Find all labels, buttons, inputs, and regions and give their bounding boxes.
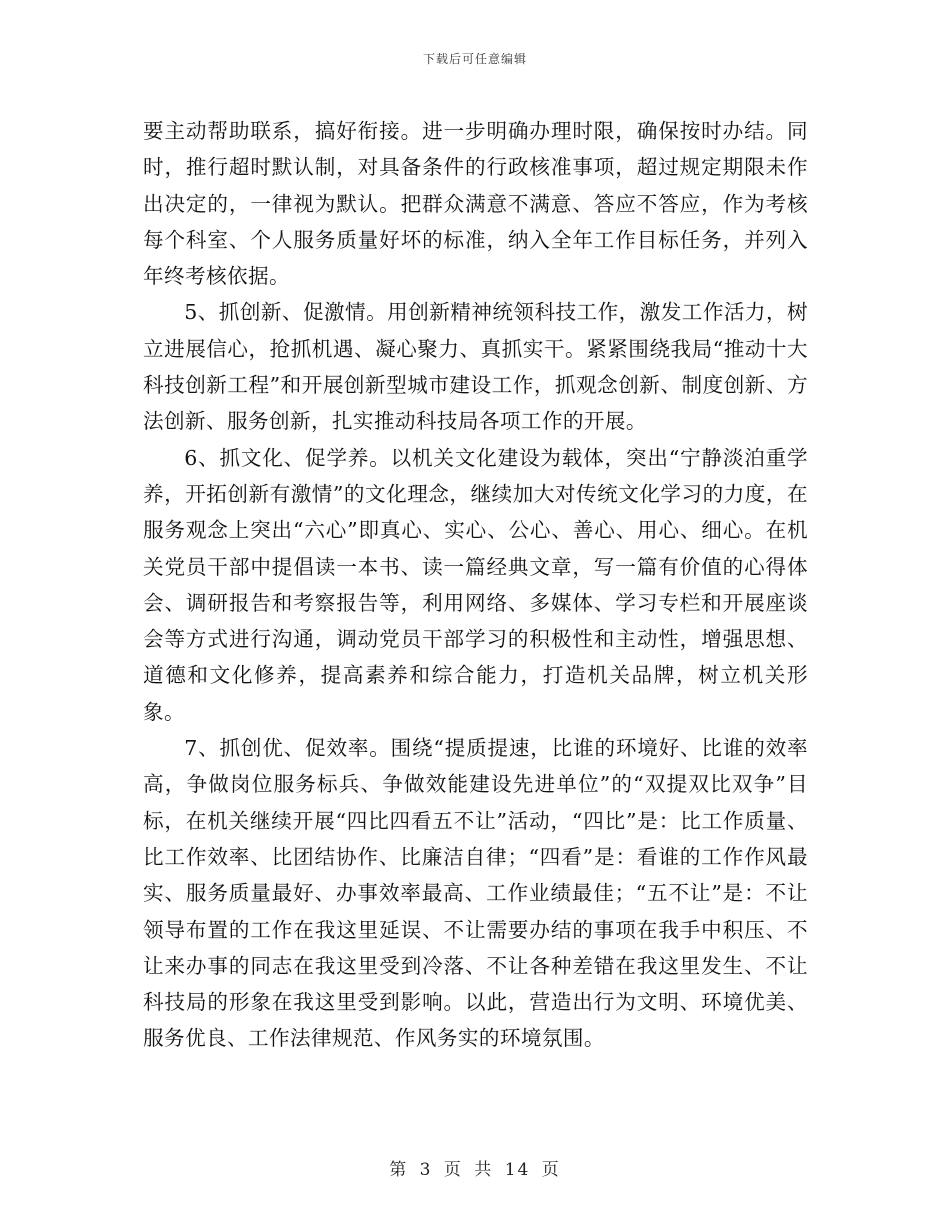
paragraph-continuation: 要主动帮助联系，搞好衔接。进一步明确办理时限，确保按时办结。同时，推行超时默认制，对具备条件的行政核准事项，超过规定期限未作出决定的，一律视为默认。把群众满意不满意、答应不答应，作为考核每个科室、个人服务质量好坏的标准，纳入全年工作目标任务，并列入年终考核依据。	[143, 119, 808, 289]
paragraph-item-6: 6、抓文化、促学养。以机关文化建设为载体，突出“宁静淡泊重学养，开拓创新有激情”的文化理念，继续加大对传统文化学习的力度，在服务观念上突出“六心”即真心、实心、公心、善心、用心、细心。在机关党员干部中提倡读一本书、读一篇经典文章，写一篇有价值的心得体会、调研报告和考察报告等，利用网络、多媒体、学习专栏和开展座谈会等方式进行沟通，调动党员干部学习的积极性和主动性，增强思想、道德和文化修养，提高素养和综合能力，打造机关品牌，树立机关形象。	[143, 445, 808, 724]
paragraph-item-7: 7、抓创优、促效率。围绕“提质提速，比谁的环境好、比谁的效率高，争做岗位服务标兵、争做效能建设先进单位”的“双提双比双争”目标，在机关继续开展“四比四看五不让”活动，“四比”是：比工作质量、比工作效率、比团结协作、比廉洁自律；“四看”是：看谁的工作作风最实、服务质量最好、办事效率最高、工作业绩最佳；“五不让”是：不让领导布置的工作在我这里延误、不让需要办结的事项在我手中积压、不让来办事的同志在我这里受到冷落、不让各种差错在我这里发生、不让科技局的形象在我这里受到影响。以此，营造出行为文明、环境优美、服务优良、工作法律规范、作风务实的环境氛围。	[143, 736, 808, 1051]
paragraph-item-5: 5、抓创新、促激情。用创新精神统领科技工作，激发工作活力，树立进展信心，抢抓机遇、凝心聚力、真抓实干。紧紧围绕我局“推动十大科技创新工程”和开展创新型城市建设工作，抓观念创新、制度创新、方法创新、服务创新，扎实推动科技局各项工作的开展。	[143, 300, 808, 434]
document-body	[143, 113, 808, 1057]
header-note: 下载后可任意编辑	[422, 52, 527, 66]
page-number: 第 3 页 共 14 页	[389, 1160, 561, 1180]
